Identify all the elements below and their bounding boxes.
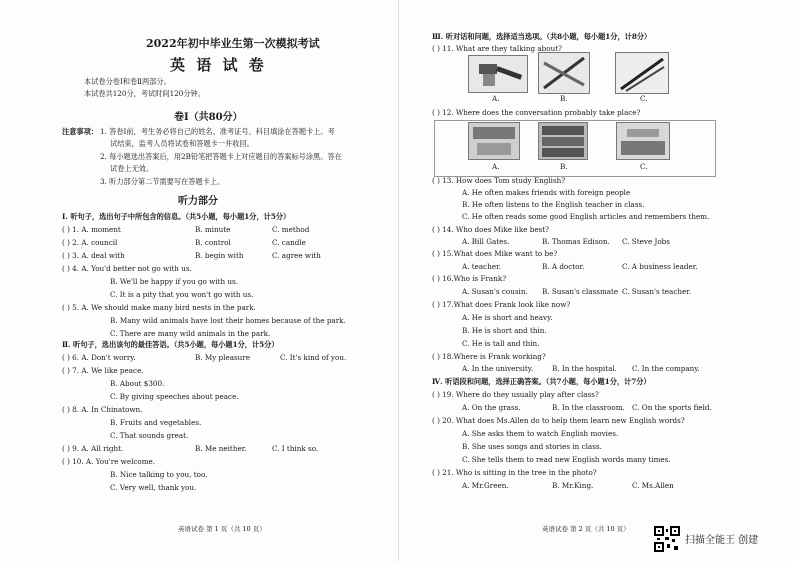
q13-option-b: B. He often listens to the English teacher in class. (462, 200, 645, 209)
q9-option-c: C. I think so. (272, 444, 319, 453)
section-2-heading: Ⅱ. 听句子，选出该句的最佳答语。（共5小题，每小题1分，计5分） (62, 340, 279, 349)
q4-option-a: ( ) 4. A. You'd better not go with us. (62, 264, 192, 273)
q11-pencils-image (538, 52, 590, 94)
section-1-heading: Ⅰ. 听句子，选出句子中所包含的信息。（共5小题，每小题1分，计5分） (62, 212, 291, 221)
q6-option-a: ( ) 6. A. Don't worry. (62, 353, 136, 362)
notice-3: 3. 听力部分第二节需要写在答题卡上。 (100, 177, 225, 186)
q13-question: ( ) 13. How does Tom study English? (432, 176, 566, 185)
q13-option-c: C. He often reads some good English articles and remembers them. (462, 212, 710, 221)
q5-option-b: B. Many wild animals have lost their homes because of the park. (110, 316, 346, 325)
q11-label-c: C. (640, 94, 648, 103)
q14-option-b: B. Thomas Edison. (542, 237, 610, 246)
notice-1a: 1. 答卷Ⅰ前，考生务必将自己的姓名、准考证号、科目填涂在答题卡上。考 (100, 127, 335, 136)
q5-option-c: C. There are many wild animals in the park. (110, 329, 271, 338)
q8-option-a: ( ) 8. A. In Chinatown. (62, 405, 143, 414)
q15-option-c: C. A business leader. (622, 262, 698, 271)
page-2-footer: 英语试卷 第 2 页（共 10 页） (542, 525, 630, 533)
q13-option-a: A. He often makes friends with foreign people (462, 188, 631, 197)
q18-option-c: C. In the company. (632, 364, 700, 373)
q9-option-a: ( ) 9. A. All right. (62, 444, 124, 453)
q20-question: ( ) 20. What does Ms.Allen do to help them learn new English words? (432, 416, 685, 425)
q15-question: ( ) 15.What does Mike want to be? (432, 249, 558, 258)
q17-option-a: A. He is short and heavy. (462, 313, 553, 322)
page-1-footer: 英语试卷 第 1 页（共 10 页） (178, 525, 266, 533)
q17-question: ( ) 17.What does Frank look like now? (432, 300, 571, 309)
exam-title: 2022年初中毕业生第一次模拟考试 (146, 37, 320, 50)
q11-label-a: A. (492, 94, 500, 103)
q7-option-c: C. By giving speeches about peace. (110, 392, 239, 401)
q4-option-b: B. We'll be happy if you go with us. (110, 277, 238, 286)
q19-option-b: B. In the classroom. (552, 403, 625, 412)
section-4-heading: Ⅳ. 听语段和问题，选择正确答案。（共7小题，每小题1分，计7分） (432, 377, 651, 386)
q2-option-a: ( ) 2. A. council (62, 238, 118, 247)
q12-library-image (468, 122, 520, 160)
q20-option-a: A. She asks them to watch English movies. (462, 429, 619, 438)
q20-option-b: B. She uses songs and stories in class. (462, 442, 602, 451)
q11-fork-knife-image (615, 52, 669, 94)
q15-option-a: A. teacher. (462, 262, 502, 271)
q19-option-c: C. On the sports field. (632, 403, 712, 412)
notice-2a: 2. 每小题选出答案后，用2B铅笔把答题卡上对应题目的答案标号涂黑。答在 (100, 152, 342, 161)
q7-option-b: B. About $300. (110, 379, 165, 388)
section-3-heading: Ⅲ. 听对话和问题，选择适当选项。（共8小题，每小题1分，计8分） (432, 32, 652, 41)
q7-option-a: ( ) 7. A. We like peace. (62, 366, 144, 375)
q3-option-b: B. begin with (195, 251, 244, 260)
q21-option-b: B. Mr.King. (552, 481, 594, 490)
q12-restaurant-image (616, 122, 670, 160)
q12-bookshelf-image (538, 122, 588, 160)
q10-option-a: ( ) 10. A. You're welcome. (62, 457, 156, 466)
q16-option-a: A. Susan's cousin. (462, 287, 528, 296)
qr-code-icon (654, 526, 680, 552)
info-line-2: 本试卷共120分，考试时间120分钟。 (84, 89, 205, 98)
q6-option-b: B. My pleasure (195, 353, 251, 362)
info-line-1: 本试卷分卷Ⅰ和卷Ⅱ两部分。 (84, 77, 171, 86)
q12-question: ( ) 12. Where does the conversation probably take place? (432, 108, 641, 117)
q8-option-c: C. That sounds great. (110, 431, 189, 440)
q9-option-b: B. Me neither. (195, 444, 247, 453)
scanner-watermark: 扫描全能王 创建 (685, 535, 759, 546)
q16-option-c: C. Susan's teacher. (622, 287, 692, 296)
q19-question: ( ) 19. Where do they usually play after class? (432, 390, 599, 399)
q17-option-c: C. He is tall and thin. (462, 339, 540, 348)
q18-option-b: B. In the hospital. (552, 364, 617, 373)
listening-heading: 听力部分 (178, 196, 218, 207)
q4-option-c: C. It is a pity that you won't go with us. (110, 290, 254, 299)
q15-option-b: B. A doctor. (542, 262, 585, 271)
q14-question: ( ) 14. Who does Mike like best? (432, 225, 550, 234)
q1-option-a: ( ) 1. A. moment (62, 225, 121, 234)
q14-option-a: A. Bill Gates. (462, 237, 510, 246)
page-right (400, 0, 794, 561)
q21-option-c: C. Ms.Allen (632, 481, 674, 490)
q19-option-a: A. On the grass. (462, 403, 521, 412)
q2-option-b: B. control (195, 238, 231, 247)
q11-label-b: B. (560, 94, 568, 103)
q11-question: ( ) 11. What are they talking about? (432, 44, 562, 53)
q18-option-a: A. In the university. (462, 364, 534, 373)
q21-question: ( ) 21. Who is sitting in the tree in the photo? (432, 468, 597, 477)
q21-option-a: A. Mr.Green. (462, 481, 509, 490)
notice-label: 注意事项： (62, 127, 98, 136)
q10-option-b: B. Nice talking to you, too. (110, 470, 208, 479)
q17-option-b: B. He is short and thin. (462, 326, 547, 335)
q11-brush-paint-image (468, 55, 528, 93)
q2-option-c: C. candle (272, 238, 306, 247)
q20-option-c: C. She tells them to read new English words many times. (462, 455, 671, 464)
q5-option-a: ( ) 5. A. We should make many bird nests in the park. (62, 303, 256, 312)
q3-option-c: C. agree with (272, 251, 321, 260)
q16-question: ( ) 16.Who is Frank? (432, 274, 507, 283)
notice-2b: 试卷上无效。 (110, 164, 154, 173)
q6-option-c: C. It's kind of you. (280, 353, 347, 362)
q10-option-c: C. Very well, thank you. (110, 483, 197, 492)
q12-label-c: C. (640, 162, 648, 171)
q8-option-b: B. Fruits and vegetables. (110, 418, 202, 427)
q12-label-a: A. (492, 162, 500, 171)
volume-heading: 卷Ⅰ（共80分） (174, 112, 243, 123)
exam-subtitle: 英 语 试 卷 (170, 56, 267, 74)
q1-option-b: B. minute (195, 225, 231, 234)
q12-label-b: B. (560, 162, 568, 171)
q14-option-c: C. Steve Jobs (622, 237, 670, 246)
q3-option-a: ( ) 3. A. deal with (62, 251, 125, 260)
q16-option-b: B. Susan's classmate (542, 287, 619, 296)
q18-question: ( ) 18.Where is Frank working? (432, 352, 546, 361)
notice-1b: 试结束，监考人员将试卷和答题卡一并收回。 (110, 139, 254, 148)
q1-option-c: C. method (272, 225, 310, 234)
